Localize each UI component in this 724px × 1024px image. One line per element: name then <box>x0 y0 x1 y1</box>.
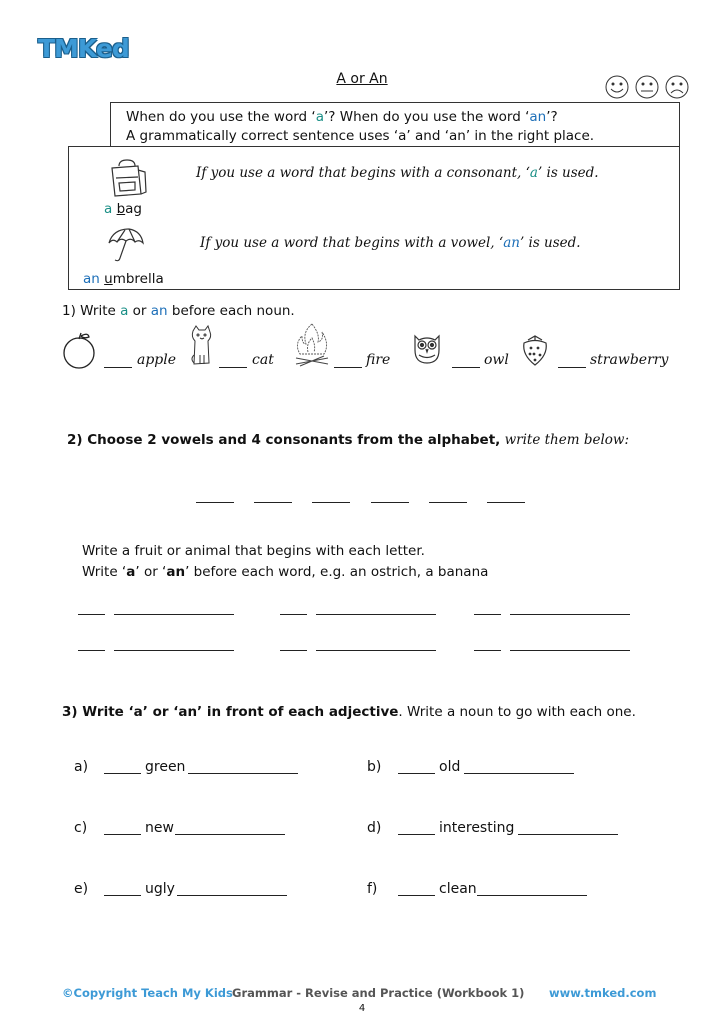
fire-blank[interactable] <box>334 366 362 368</box>
noun-blank[interactable] <box>175 834 285 835</box>
word-blank[interactable] <box>114 650 234 651</box>
sad-face-icon[interactable] <box>666 76 688 98</box>
noun-blank[interactable] <box>464 773 574 774</box>
letter-blank-1[interactable] <box>196 502 234 503</box>
item-label-e: e) <box>74 881 89 897</box>
article-blank[interactable] <box>104 834 141 835</box>
apple-blank[interactable] <box>104 366 132 368</box>
footer-copyright: ©Copyright Teach My Kids <box>62 986 233 1000</box>
example-a-bag: a bag <box>104 201 142 217</box>
item-label-c: c) <box>74 820 88 836</box>
letter-blank-2[interactable] <box>254 502 292 503</box>
noun-blank[interactable] <box>188 773 298 774</box>
letter-blank-3[interactable] <box>312 502 350 503</box>
happy-face-icon[interactable] <box>606 76 628 98</box>
cat-icon <box>188 325 216 367</box>
apple-icon <box>62 332 98 370</box>
adjective-old: old <box>439 759 461 775</box>
consonant-rule: If you use a word that begins with a consonant, ‘a’ is used. <box>196 165 599 181</box>
page-number: 4 <box>358 1003 366 1014</box>
item-label-f: f) <box>367 881 378 897</box>
word-blank[interactable] <box>316 614 436 615</box>
strawberry-icon <box>520 335 550 367</box>
word-blank[interactable] <box>510 650 630 651</box>
article-blank[interactable] <box>474 614 501 615</box>
article-blank[interactable] <box>398 834 435 835</box>
page-title: A or An <box>336 71 388 87</box>
noun-strawberry: strawberry <box>590 352 669 368</box>
fire-icon <box>294 322 330 368</box>
question-2: 2) Choose 2 vowels and 4 consonants from the alphabet, write them below: <box>67 432 630 448</box>
example-an-umbrella: an umbrella <box>83 271 164 287</box>
adjective-ugly: ugly <box>145 881 175 897</box>
noun-blank[interactable] <box>518 834 618 835</box>
item-label-a: a) <box>74 759 89 775</box>
bag-icon <box>107 158 149 200</box>
umbrella-icon <box>105 225 145 265</box>
article-blank[interactable] <box>280 614 307 615</box>
question-3: 3) Write ‘a’ or ‘an’ in front of each adjective. Write a noun to go with each one. <box>62 704 636 720</box>
logo-text: TMKed <box>38 34 129 63</box>
letter-blank-5[interactable] <box>429 502 467 503</box>
intro-text <box>126 108 594 146</box>
q2-instruction-1: Write a fruit or animal that begins with each letter. <box>82 543 425 559</box>
word-blank[interactable] <box>114 614 234 615</box>
vowel-rule: If you use a word that begins with a vowel, ‘an’ is used. <box>200 235 581 251</box>
article-blank[interactable] <box>398 773 435 774</box>
letter-blank-6[interactable] <box>487 502 525 503</box>
noun-fire: fire <box>366 352 391 368</box>
noun-blank[interactable] <box>477 895 587 896</box>
footer-book-title: Grammar - Revise and Practice (Workbook 1) <box>232 986 525 1000</box>
question-1: 1) Write a or an before each noun. <box>62 303 295 319</box>
adjective-interesting: interesting <box>439 820 515 836</box>
owl-icon <box>409 330 445 366</box>
strawberry-blank[interactable] <box>558 366 586 368</box>
intro-line-1: When do you use the word ‘a’? When do you use the word ‘an’? <box>126 109 558 125</box>
noun-cat: cat <box>252 352 274 368</box>
adjective-green: green <box>145 759 186 775</box>
adjective-new: new <box>145 820 174 836</box>
item-label-b: b) <box>367 759 382 775</box>
noun-apple: apple <box>137 352 177 368</box>
rating-faces <box>605 74 689 100</box>
tmked-logo <box>38 34 129 64</box>
adjective-clean: clean <box>439 881 477 897</box>
letter-blank-4[interactable] <box>371 502 409 503</box>
article-blank[interactable] <box>104 773 141 774</box>
article-blank[interactable] <box>474 650 501 651</box>
article-blank[interactable] <box>280 650 307 651</box>
article-blank[interactable] <box>104 895 141 896</box>
owl-blank[interactable] <box>452 366 480 368</box>
neutral-face-icon[interactable] <box>636 76 658 98</box>
article-blank[interactable] <box>78 614 105 615</box>
q2-instruction-2: Write ‘a’ or ‘an’ before each word, e.g. an ostrich, a banana <box>82 564 489 580</box>
noun-blank[interactable] <box>177 895 287 896</box>
intro-line-2: A grammatically correct sentence uses ‘a’ and ‘an’ in the right place. <box>126 128 595 144</box>
article-blank[interactable] <box>78 650 105 651</box>
noun-owl: owl <box>484 352 509 368</box>
word-blank[interactable] <box>510 614 630 615</box>
item-label-d: d) <box>367 820 382 836</box>
cat-blank[interactable] <box>219 366 247 368</box>
article-blank[interactable] <box>398 895 435 896</box>
footer-website-link[interactable]: www.tmked.com <box>549 986 657 1000</box>
word-blank[interactable] <box>316 650 436 651</box>
